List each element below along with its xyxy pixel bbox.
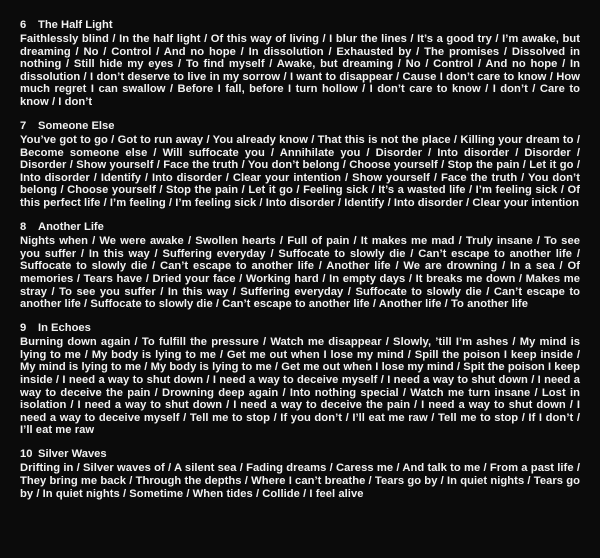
track-number: 6: [20, 19, 27, 31]
song-heading: [20, 119, 580, 133]
song-lyrics: Drifting in / Silver waves of / A silent sea / Fading dreams / Caress me / And talk to me / From a past life / They bring me back / Through the depths / Where I can’t breathe / Tears go by / In quiet nights / Tears go by / In quiet nights / Sometime / When tides / Collide / I feel alive: [20, 462, 580, 500]
song-title: Another Life: [38, 221, 104, 234]
track-number: 9: [20, 322, 27, 335]
song-heading: [20, 447, 580, 461]
song-heading: [20, 220, 580, 234]
song-title: Silver Waves: [38, 448, 107, 461]
song-title: Someone Else: [38, 120, 115, 133]
song-section: [20, 119, 580, 210]
song-heading: [20, 18, 580, 32]
song-lyrics: Burning down again / To fulfill the pressure / Watch me disappear / Slowly, ’till I’m ashes / My mind is lying to me / My body is lying to me / Get me out when I lose my mind / Spill the poison I keep inside / My mind is lying to me / My body is lying to me / Get me out when I lose my mind / Spit the poison I keep inside / I need a way to shut down / I need a way to deceive myself / I need a way to shut down / I need a way to deceive the pain / Drowning deep again / Into nothing special / Watch me turn insane / Lost in isolation / I need a way to shut down / I need a way to deceive the pain / I need a way to shut down / I need a way to deceive myself / Tell me to stop / If you don’t / I’ll eat me raw / Tell me to stop / If I don’t / I’ll eat me raw: [20, 336, 580, 437]
song-lyrics: Nights when / We were awake / Swollen hearts / Full of pain / It makes me mad / Truly insane / To see you suffer / In this way / Suffering everyday / Suffocate to slowly die / Can’t escape to another life / Suffocate to slowly die / Can’t escape to another life / Another life / We are drowning / In a sea / Of memories / Tears have / Dried your face / Working hard / In empty days / It breaks me down / Makes me stray / To see you suffer / In this way / Suffering everyday / Suffocate to slowly die / Can’t escape to another life / Suffocate to slowly die / Can’t escape to another life / Another life / To another life: [20, 235, 580, 311]
track-number: 10: [20, 448, 33, 461]
song-title: In Echoes: [38, 322, 91, 335]
song-section: [20, 220, 580, 311]
track-number: 8: [20, 221, 27, 234]
song-title: The Half Light: [38, 19, 113, 31]
song-section: [20, 321, 580, 437]
song-lyrics: Faithlessly blind / In the half light / Of this way of living / I blur the lines / It’s a good try / I’m awake, but dreaming / No / Control / And no hope / In dissolution / Exhausted by / The promises / Dissolved in nothing / Still hide my eyes / To find myself / Awake, but dreaming / No / Control / And no hope / In dissolution / I don’t deserve to live in my sorrow / I want to disappear / Cause I don’t care to know / How much regret I can swallow / Before I fall, before I turn hollow / I don’t care to know / I don’t / Care to know / I don’t: [20, 33, 580, 108]
song-section: [20, 18, 580, 109]
song-section: [20, 447, 580, 500]
song-heading: [20, 321, 580, 335]
track-number: 7: [20, 120, 27, 133]
song-lyrics: You’ve got to go / Got to run away / You already know / That this is not the place / Killing your dream to / Become someone else / Will suffocate you / Annihilate you / Disorder / Into disorder / Disorder / Disorder / Show yourself / Face the truth / You don’t belong / Choose yourself / Stop the pain / Let it go / Into disorder / Identify / Into disorder / Clear your intention / Show yourself / Face the truth / You don’t belong / Choose yourself / Stop the pain / Let it go / Feeling sick / It’s a wasted life / I’m feeling sick / Of this perfect life / I’m feeling / I’m feeling sick / Into disorder / Identify / Into disorder / Clear your intention: [20, 134, 580, 210]
